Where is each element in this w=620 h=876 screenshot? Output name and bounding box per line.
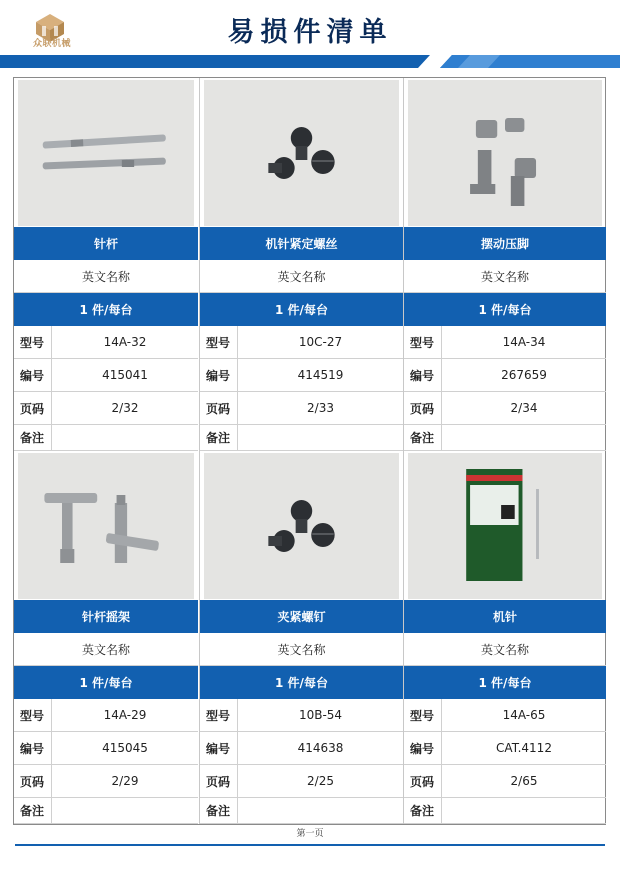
- part-page-value: 2/34: [510, 401, 538, 415]
- grid-column: [199, 78, 403, 824]
- part-remark-row: [14, 425, 198, 451]
- label-remark: 备注: [14, 425, 52, 450]
- label-model: 型号: [404, 326, 442, 358]
- parts-grid: [13, 77, 606, 825]
- part-name: 夹紧螺钉: [200, 600, 403, 633]
- part-code-row: [14, 359, 198, 392]
- part-code-row: [404, 732, 606, 765]
- header-band: [0, 55, 620, 68]
- page-title: 易损件清单: [227, 17, 393, 48]
- part-remark-row: [14, 798, 198, 824]
- label-code: 编号: [200, 359, 238, 391]
- part-page-row: [404, 392, 606, 425]
- label-code: 编号: [404, 732, 442, 764]
- part-photo: [204, 80, 399, 226]
- part-name: 摆动压脚: [404, 227, 606, 260]
- label-code: 编号: [14, 359, 52, 391]
- page-footer: 第一页: [296, 829, 324, 839]
- part-quantity: 1 件/每台: [404, 293, 606, 326]
- part-photo: [408, 453, 602, 599]
- part-model-row: [404, 699, 606, 732]
- part-code-value: CAT.4112: [496, 741, 552, 755]
- part-page-value: 2/65: [510, 774, 538, 788]
- label-page: 页码: [14, 765, 52, 797]
- part-page-row: [14, 765, 198, 798]
- label-model: 型号: [14, 699, 52, 731]
- part-english-name: 英文名称: [14, 633, 198, 666]
- part-quantity: 1 件/每台: [14, 666, 198, 699]
- part-code-row: [200, 732, 403, 765]
- part-quantity: 1 件/每台: [14, 293, 198, 326]
- part-remark-row: [200, 425, 403, 451]
- part-model-value: 10B-54: [298, 708, 343, 722]
- part-page-value: 2/33: [307, 401, 334, 415]
- label-page: 页码: [14, 392, 52, 424]
- part-name: 针杆摇架: [14, 600, 198, 633]
- label-page: 页码: [404, 392, 442, 424]
- part-english-name: 英文名称: [200, 633, 403, 666]
- part-code-row: [404, 359, 606, 392]
- page-header: [0, 0, 620, 68]
- grid-column: [403, 78, 606, 824]
- part-page-row: [404, 765, 606, 798]
- part-remark-row: [404, 425, 606, 451]
- label-page: 页码: [200, 392, 238, 424]
- label-model: 型号: [14, 326, 52, 358]
- part-page-value: 2/29: [111, 774, 139, 788]
- part-model-value: 14A-65: [502, 708, 546, 722]
- part-model-value: 14A-32: [103, 335, 147, 349]
- part-code-value: 267659: [501, 368, 547, 382]
- part-model-value: 10C-27: [298, 335, 343, 349]
- part-english-name: 英文名称: [404, 633, 606, 666]
- part-code-row: [14, 732, 198, 765]
- part-english-name: 英文名称: [404, 260, 606, 293]
- grid-column: [14, 78, 198, 824]
- label-remark: 备注: [14, 798, 52, 823]
- part-page-row: [200, 765, 403, 798]
- label-code: 编号: [14, 732, 52, 764]
- part-quantity: 1 件/每台: [200, 666, 403, 699]
- label-model: 型号: [200, 699, 238, 731]
- label-model: 型号: [200, 326, 238, 358]
- part-code-value: 415045: [102, 741, 148, 755]
- part-remark-row: [404, 798, 606, 824]
- part-code-value: 415041: [102, 368, 148, 382]
- part-model-value: 14A-29: [103, 708, 147, 722]
- part-page-row: [14, 392, 198, 425]
- part-model-row: [200, 326, 403, 359]
- label-code: 编号: [200, 732, 238, 764]
- label-page: 页码: [200, 765, 238, 797]
- part-code-row: [200, 359, 403, 392]
- label-code: 编号: [404, 359, 442, 391]
- label-model: 型号: [404, 699, 442, 731]
- part-page-row: [200, 392, 403, 425]
- part-model-row: [200, 699, 403, 732]
- part-model-value: 14A-34: [502, 335, 546, 349]
- part-photo: [204, 453, 399, 599]
- label-remark: 备注: [200, 798, 238, 823]
- label-page: 页码: [404, 765, 442, 797]
- footer-rule: [15, 844, 605, 846]
- part-model-row: [14, 699, 198, 732]
- part-english-name: 英文名称: [200, 260, 403, 293]
- part-name: 针杆: [14, 227, 198, 260]
- company-logo-text: 众联机械: [32, 39, 71, 49]
- part-photo: [408, 80, 602, 226]
- part-model-row: [14, 326, 198, 359]
- part-remark-row: [200, 798, 403, 824]
- part-english-name: 英文名称: [14, 260, 198, 293]
- part-photo: [18, 453, 194, 599]
- label-remark: 备注: [200, 425, 238, 450]
- label-remark: 备注: [404, 798, 442, 823]
- part-code-value: 414638: [297, 741, 344, 755]
- part-code-value: 414519: [297, 368, 344, 382]
- part-page-value: 2/32: [111, 401, 139, 415]
- part-name: 机针紧定螺丝: [200, 227, 403, 260]
- part-page-value: 2/25: [307, 774, 334, 788]
- part-name: 机针: [404, 600, 606, 633]
- part-model-row: [404, 326, 606, 359]
- part-quantity: 1 件/每台: [404, 666, 606, 699]
- part-quantity: 1 件/每台: [200, 293, 403, 326]
- label-remark: 备注: [404, 425, 442, 450]
- part-photo: [18, 80, 194, 226]
